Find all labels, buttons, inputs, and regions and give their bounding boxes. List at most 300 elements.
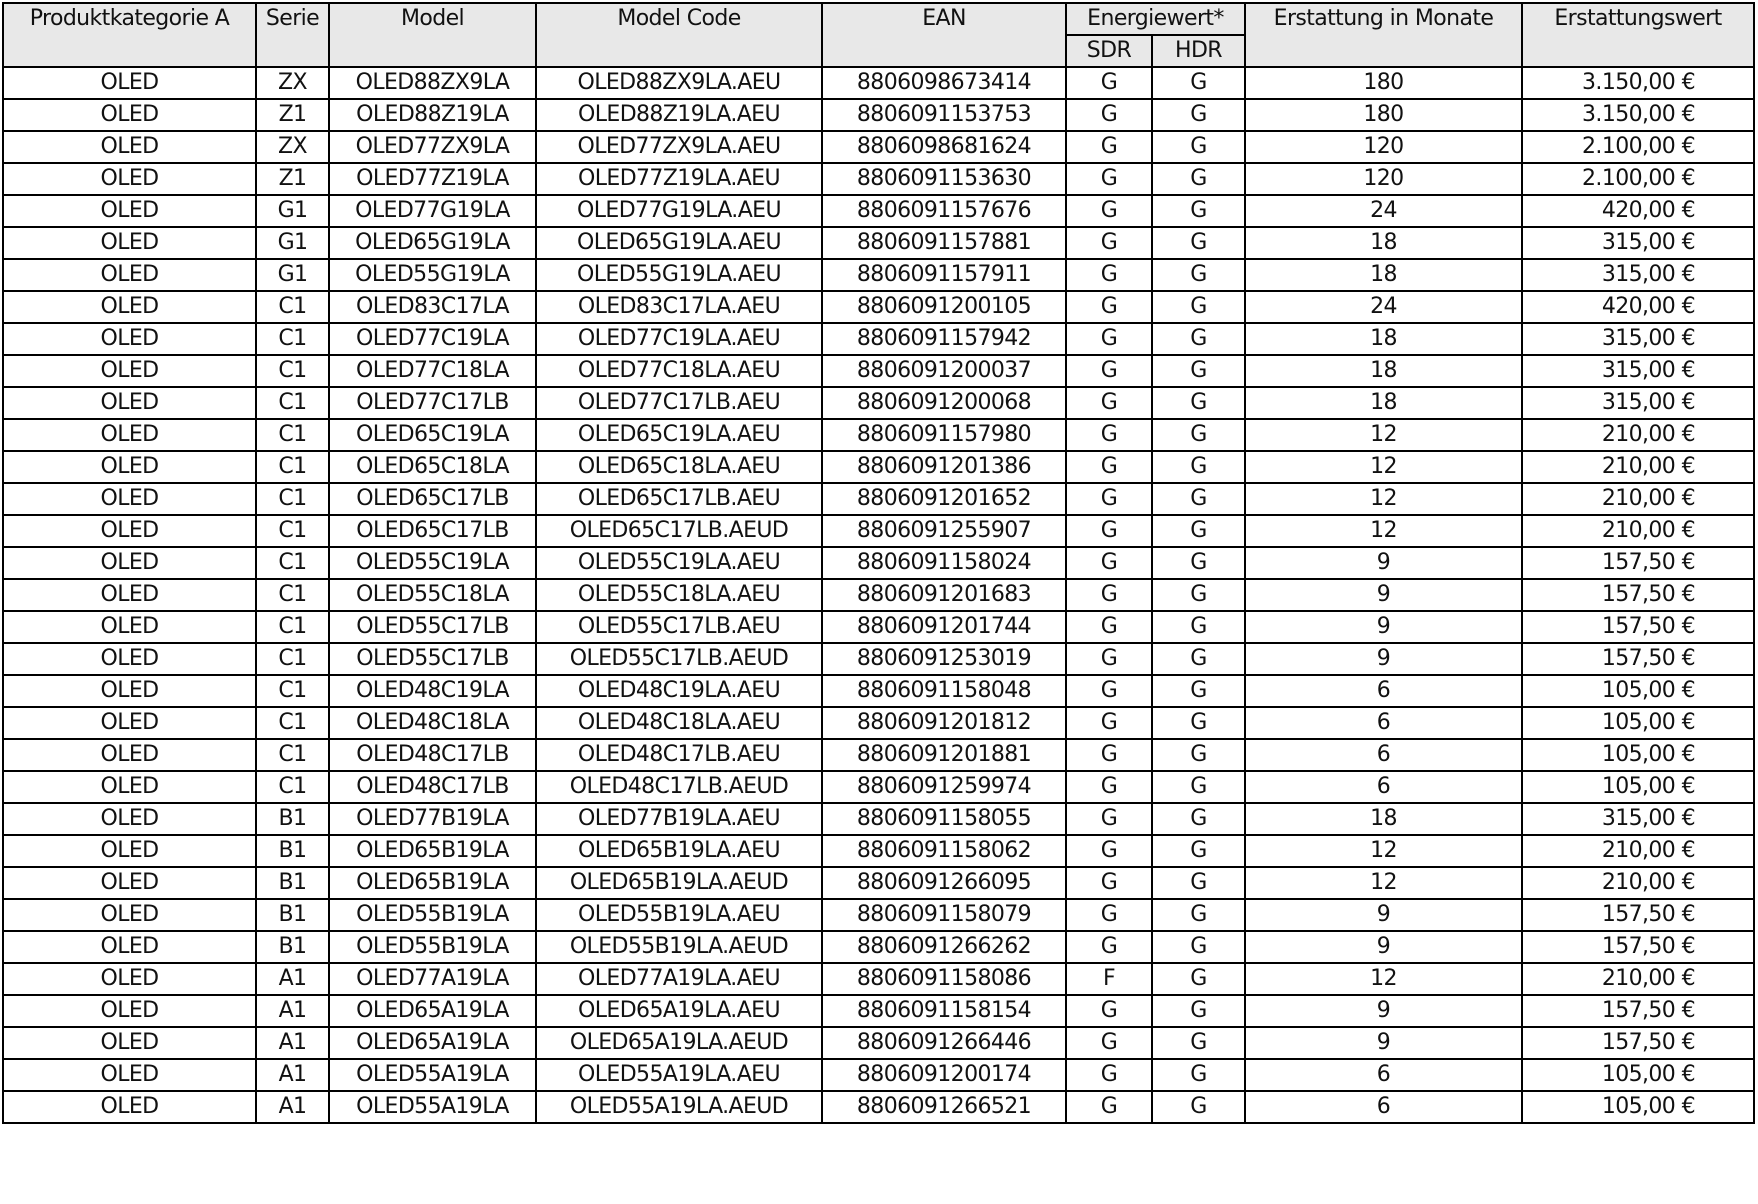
cell-sdr: G — [1066, 419, 1152, 451]
table-row — [3, 291, 1754, 323]
cell-months: 24 — [1245, 195, 1522, 227]
cell-ean: 8806091266262 — [822, 931, 1066, 963]
cell-ean: 8806091153753 — [822, 99, 1066, 131]
cell-model: OLED88ZX9LA — [329, 67, 536, 99]
header-category: Produktkategorie A — [3, 3, 256, 67]
cell-ean: 8806091157911 — [822, 259, 1066, 291]
cell-months: 12 — [1245, 835, 1522, 867]
cell-hdr: G — [1152, 99, 1245, 131]
cell-hdr: G — [1152, 995, 1245, 1027]
cell-value: 105,00 € — [1522, 771, 1754, 803]
cell-series: C1 — [256, 419, 329, 451]
cell-category: OLED — [3, 483, 256, 515]
cell-category: OLED — [3, 323, 256, 355]
cell-value: 157,50 € — [1522, 931, 1754, 963]
cell-series: Z1 — [256, 163, 329, 195]
cell-model: OLED55C17LB — [329, 611, 536, 643]
cell-hdr: G — [1152, 1027, 1245, 1059]
cell-model-code: OLED48C17LB.AEUD — [536, 771, 822, 803]
table-row — [3, 547, 1754, 579]
cell-ean: 8806091158086 — [822, 963, 1066, 995]
cell-months: 18 — [1245, 355, 1522, 387]
cell-model-code: OLED55C18LA.AEU — [536, 579, 822, 611]
table-row — [3, 259, 1754, 291]
cell-series: G1 — [256, 195, 329, 227]
table-row — [3, 643, 1754, 675]
cell-ean: 8806091157881 — [822, 227, 1066, 259]
cell-model: OLED55A19LA — [329, 1091, 536, 1123]
cell-model-code: OLED55B19LA.AEU — [536, 899, 822, 931]
cell-ean: 8806091158055 — [822, 803, 1066, 835]
table-header — [3, 3, 1754, 67]
cell-months: 18 — [1245, 323, 1522, 355]
cell-hdr: G — [1152, 611, 1245, 643]
cell-model-code: OLED65A19LA.AEU — [536, 995, 822, 1027]
table-row — [3, 835, 1754, 867]
header-months: Erstattung in Monate — [1245, 3, 1522, 67]
cell-model-code: OLED65A19LA.AEUD — [536, 1027, 822, 1059]
table-row — [3, 707, 1754, 739]
cell-hdr: G — [1152, 451, 1245, 483]
cell-category: OLED — [3, 291, 256, 323]
cell-sdr: G — [1066, 547, 1152, 579]
cell-value: 210,00 € — [1522, 835, 1754, 867]
cell-ean: 8806091259974 — [822, 771, 1066, 803]
cell-sdr: G — [1066, 163, 1152, 195]
cell-sdr: G — [1066, 1027, 1152, 1059]
cell-category: OLED — [3, 515, 256, 547]
cell-model-code: OLED65C19LA.AEU — [536, 419, 822, 451]
cell-series: ZX — [256, 131, 329, 163]
table-row — [3, 483, 1754, 515]
cell-months: 12 — [1245, 963, 1522, 995]
cell-series: C1 — [256, 643, 329, 675]
cell-model-code: OLED88Z19LA.AEU — [536, 99, 822, 131]
cell-model: OLED55C19LA — [329, 547, 536, 579]
cell-category: OLED — [3, 131, 256, 163]
cell-series: A1 — [256, 1059, 329, 1091]
cell-value: 3.150,00 € — [1522, 99, 1754, 131]
table-row — [3, 387, 1754, 419]
cell-value: 157,50 € — [1522, 579, 1754, 611]
cell-model: OLED77C18LA — [329, 355, 536, 387]
cell-months: 12 — [1245, 867, 1522, 899]
cell-category: OLED — [3, 195, 256, 227]
cell-model-code: OLED77C17LB.AEU — [536, 387, 822, 419]
cell-series: A1 — [256, 963, 329, 995]
cell-category: OLED — [3, 835, 256, 867]
cell-months: 9 — [1245, 547, 1522, 579]
cell-months: 9 — [1245, 579, 1522, 611]
header-value: Erstattungswert — [1522, 3, 1754, 67]
table-row — [3, 931, 1754, 963]
cell-sdr: G — [1066, 451, 1152, 483]
cell-series: C1 — [256, 291, 329, 323]
table-row — [3, 195, 1754, 227]
cell-series: ZX — [256, 67, 329, 99]
cell-category: OLED — [3, 1027, 256, 1059]
cell-sdr: G — [1066, 931, 1152, 963]
cell-model-code: OLED77B19LA.AEU — [536, 803, 822, 835]
cell-model-code: OLED55C19LA.AEU — [536, 547, 822, 579]
cell-category: OLED — [3, 611, 256, 643]
cell-category: OLED — [3, 931, 256, 963]
cell-months: 12 — [1245, 451, 1522, 483]
refund-table — [2, 2, 1755, 1124]
cell-category: OLED — [3, 451, 256, 483]
cell-sdr: G — [1066, 387, 1152, 419]
cell-category: OLED — [3, 675, 256, 707]
cell-ean: 8806091253019 — [822, 643, 1066, 675]
cell-months: 180 — [1245, 99, 1522, 131]
cell-series: C1 — [256, 483, 329, 515]
cell-sdr: G — [1066, 835, 1152, 867]
header-model-code: Model Code — [536, 3, 822, 67]
cell-hdr: G — [1152, 419, 1245, 451]
cell-sdr: G — [1066, 323, 1152, 355]
cell-model-code: OLED77A19LA.AEU — [536, 963, 822, 995]
cell-model: OLED55A19LA — [329, 1059, 536, 1091]
cell-months: 6 — [1245, 707, 1522, 739]
cell-months: 18 — [1245, 259, 1522, 291]
table-row — [3, 355, 1754, 387]
cell-model: OLED55B19LA — [329, 899, 536, 931]
cell-sdr: G — [1066, 899, 1152, 931]
cell-series: C1 — [256, 323, 329, 355]
cell-hdr: G — [1152, 259, 1245, 291]
cell-sdr: G — [1066, 867, 1152, 899]
cell-model: OLED48C17LB — [329, 739, 536, 771]
cell-model-code: OLED65C18LA.AEU — [536, 451, 822, 483]
cell-sdr: F — [1066, 963, 1152, 995]
cell-category: OLED — [3, 99, 256, 131]
cell-hdr: G — [1152, 131, 1245, 163]
cell-sdr: G — [1066, 515, 1152, 547]
cell-model-code: OLED55A19LA.AEU — [536, 1059, 822, 1091]
header-energy: Energiewert* — [1066, 3, 1245, 35]
cell-hdr: G — [1152, 771, 1245, 803]
cell-hdr: G — [1152, 323, 1245, 355]
cell-model-code: OLED65B19LA.AEU — [536, 835, 822, 867]
cell-hdr: G — [1152, 579, 1245, 611]
header-series: Serie — [256, 3, 329, 67]
table-row — [3, 227, 1754, 259]
cell-series: C1 — [256, 707, 329, 739]
table-row — [3, 131, 1754, 163]
cell-model: OLED65G19LA — [329, 227, 536, 259]
cell-months: 120 — [1245, 131, 1522, 163]
cell-ean: 8806091201744 — [822, 611, 1066, 643]
table-row — [3, 419, 1754, 451]
cell-model: OLED65C19LA — [329, 419, 536, 451]
cell-months: 180 — [1245, 67, 1522, 99]
cell-ean: 8806091266095 — [822, 867, 1066, 899]
cell-category: OLED — [3, 771, 256, 803]
cell-series: B1 — [256, 803, 329, 835]
cell-ean: 8806091158048 — [822, 675, 1066, 707]
cell-ean: 8806091255907 — [822, 515, 1066, 547]
cell-series: C1 — [256, 579, 329, 611]
cell-months: 12 — [1245, 483, 1522, 515]
cell-model-code: OLED55A19LA.AEUD — [536, 1091, 822, 1123]
cell-sdr: G — [1066, 355, 1152, 387]
cell-ean: 8806091157676 — [822, 195, 1066, 227]
table-row — [3, 99, 1754, 131]
cell-series: G1 — [256, 227, 329, 259]
cell-value: 315,00 € — [1522, 803, 1754, 835]
cell-model: OLED77B19LA — [329, 803, 536, 835]
cell-category: OLED — [3, 707, 256, 739]
table-body — [3, 67, 1754, 1123]
cell-series: C1 — [256, 739, 329, 771]
table-row — [3, 451, 1754, 483]
cell-value: 105,00 € — [1522, 675, 1754, 707]
cell-value: 157,50 € — [1522, 995, 1754, 1027]
cell-value: 210,00 € — [1522, 419, 1754, 451]
cell-series: C1 — [256, 611, 329, 643]
cell-model: OLED65C18LA — [329, 451, 536, 483]
cell-months: 9 — [1245, 931, 1522, 963]
cell-sdr: G — [1066, 579, 1152, 611]
cell-months: 9 — [1245, 899, 1522, 931]
cell-hdr: G — [1152, 643, 1245, 675]
cell-model: OLED65B19LA — [329, 835, 536, 867]
cell-model-code: OLED77C18LA.AEU — [536, 355, 822, 387]
cell-sdr: G — [1066, 259, 1152, 291]
cell-sdr: G — [1066, 643, 1152, 675]
cell-model: OLED77A19LA — [329, 963, 536, 995]
cell-model: OLED55C17LB — [329, 643, 536, 675]
cell-months: 6 — [1245, 739, 1522, 771]
cell-series: C1 — [256, 355, 329, 387]
cell-model: OLED65B19LA — [329, 867, 536, 899]
cell-ean: 8806091201683 — [822, 579, 1066, 611]
cell-category: OLED — [3, 867, 256, 899]
cell-category: OLED — [3, 739, 256, 771]
cell-model: OLED77C17LB — [329, 387, 536, 419]
cell-ean: 8806091158024 — [822, 547, 1066, 579]
cell-ean: 8806091266521 — [822, 1091, 1066, 1123]
cell-months: 9 — [1245, 643, 1522, 675]
cell-ean: 8806091200068 — [822, 387, 1066, 419]
cell-ean: 8806091158079 — [822, 899, 1066, 931]
cell-model: OLED55C18LA — [329, 579, 536, 611]
cell-model-code: OLED88ZX9LA.AEU — [536, 67, 822, 99]
cell-value: 210,00 € — [1522, 483, 1754, 515]
table-row — [3, 67, 1754, 99]
cell-series: B1 — [256, 835, 329, 867]
cell-value: 315,00 € — [1522, 387, 1754, 419]
cell-hdr: G — [1152, 963, 1245, 995]
cell-model: OLED65A19LA — [329, 1027, 536, 1059]
cell-model-code: OLED65G19LA.AEU — [536, 227, 822, 259]
cell-months: 9 — [1245, 995, 1522, 1027]
cell-model-code: OLED65B19LA.AEUD — [536, 867, 822, 899]
cell-model-code: OLED77C19LA.AEU — [536, 323, 822, 355]
cell-model-code: OLED55C17LB.AEU — [536, 611, 822, 643]
cell-ean: 8806091201881 — [822, 739, 1066, 771]
cell-ean: 8806091201652 — [822, 483, 1066, 515]
cell-series: A1 — [256, 1027, 329, 1059]
table-row — [3, 579, 1754, 611]
cell-hdr: G — [1152, 387, 1245, 419]
cell-ean: 8806098673414 — [822, 67, 1066, 99]
cell-category: OLED — [3, 355, 256, 387]
cell-model-code: OLED48C17LB.AEU — [536, 739, 822, 771]
cell-hdr: G — [1152, 675, 1245, 707]
cell-months: 6 — [1245, 771, 1522, 803]
cell-hdr: G — [1152, 803, 1245, 835]
cell-series: B1 — [256, 899, 329, 931]
table-row — [3, 963, 1754, 995]
cell-model: OLED48C17LB — [329, 771, 536, 803]
cell-sdr: G — [1066, 291, 1152, 323]
cell-sdr: G — [1066, 1091, 1152, 1123]
table-row — [3, 867, 1754, 899]
cell-model: OLED65C17LB — [329, 483, 536, 515]
cell-category: OLED — [3, 803, 256, 835]
cell-category: OLED — [3, 579, 256, 611]
cell-value: 157,50 € — [1522, 611, 1754, 643]
cell-months: 12 — [1245, 419, 1522, 451]
cell-value: 157,50 € — [1522, 643, 1754, 675]
cell-months: 6 — [1245, 1059, 1522, 1091]
cell-model: OLED65A19LA — [329, 995, 536, 1027]
cell-model: OLED48C18LA — [329, 707, 536, 739]
cell-model-code: OLED48C19LA.AEU — [536, 675, 822, 707]
cell-category: OLED — [3, 227, 256, 259]
cell-sdr: G — [1066, 195, 1152, 227]
cell-value: 210,00 € — [1522, 451, 1754, 483]
cell-value: 210,00 € — [1522, 867, 1754, 899]
cell-model: OLED77G19LA — [329, 195, 536, 227]
cell-hdr: G — [1152, 739, 1245, 771]
cell-hdr: G — [1152, 835, 1245, 867]
cell-months: 12 — [1245, 515, 1522, 547]
cell-category: OLED — [3, 1059, 256, 1091]
cell-value: 2.100,00 € — [1522, 131, 1754, 163]
table-row — [3, 675, 1754, 707]
cell-months: 6 — [1245, 675, 1522, 707]
cell-months: 18 — [1245, 227, 1522, 259]
cell-series: G1 — [256, 259, 329, 291]
cell-ean: 8806091201812 — [822, 707, 1066, 739]
cell-months: 18 — [1245, 387, 1522, 419]
cell-value: 105,00 € — [1522, 739, 1754, 771]
cell-category: OLED — [3, 995, 256, 1027]
cell-series: C1 — [256, 387, 329, 419]
cell-model: OLED48C19LA — [329, 675, 536, 707]
cell-series: B1 — [256, 867, 329, 899]
cell-category: OLED — [3, 963, 256, 995]
cell-sdr: G — [1066, 227, 1152, 259]
cell-sdr: G — [1066, 131, 1152, 163]
cell-sdr: G — [1066, 483, 1152, 515]
cell-months: 120 — [1245, 163, 1522, 195]
cell-model-code: OLED65C17LB.AEU — [536, 483, 822, 515]
cell-category: OLED — [3, 1091, 256, 1123]
cell-series: Z1 — [256, 99, 329, 131]
cell-model-code: OLED48C18LA.AEU — [536, 707, 822, 739]
cell-value: 157,50 € — [1522, 1027, 1754, 1059]
cell-ean: 8806091200174 — [822, 1059, 1066, 1091]
cell-series: A1 — [256, 995, 329, 1027]
cell-value: 420,00 € — [1522, 291, 1754, 323]
cell-sdr: G — [1066, 1059, 1152, 1091]
cell-hdr: G — [1152, 867, 1245, 899]
table-row — [3, 771, 1754, 803]
cell-sdr: G — [1066, 67, 1152, 99]
cell-series: B1 — [256, 931, 329, 963]
cell-ean: 8806091201386 — [822, 451, 1066, 483]
cell-sdr: G — [1066, 803, 1152, 835]
cell-model: OLED77ZX9LA — [329, 131, 536, 163]
table-row — [3, 1091, 1754, 1123]
cell-ean: 8806091158154 — [822, 995, 1066, 1027]
cell-value: 157,50 € — [1522, 547, 1754, 579]
cell-series: C1 — [256, 515, 329, 547]
cell-sdr: G — [1066, 611, 1152, 643]
table-row — [3, 995, 1754, 1027]
cell-value: 315,00 € — [1522, 355, 1754, 387]
cell-value: 420,00 € — [1522, 195, 1754, 227]
cell-ean: 8806091266446 — [822, 1027, 1066, 1059]
cell-series: C1 — [256, 771, 329, 803]
cell-hdr: G — [1152, 1059, 1245, 1091]
cell-value: 157,50 € — [1522, 899, 1754, 931]
cell-series: C1 — [256, 451, 329, 483]
cell-months: 24 — [1245, 291, 1522, 323]
cell-category: OLED — [3, 259, 256, 291]
cell-model-code: OLED77ZX9LA.AEU — [536, 131, 822, 163]
cell-category: OLED — [3, 387, 256, 419]
cell-category: OLED — [3, 643, 256, 675]
cell-hdr: G — [1152, 355, 1245, 387]
table-row — [3, 611, 1754, 643]
cell-sdr: G — [1066, 707, 1152, 739]
cell-hdr: G — [1152, 291, 1245, 323]
cell-ean: 8806091153630 — [822, 163, 1066, 195]
cell-ean: 8806091200105 — [822, 291, 1066, 323]
cell-ean: 8806091157980 — [822, 419, 1066, 451]
cell-ean: 8806098681624 — [822, 131, 1066, 163]
cell-value: 315,00 € — [1522, 227, 1754, 259]
cell-series: C1 — [256, 675, 329, 707]
cell-model-code: OLED65C17LB.AEUD — [536, 515, 822, 547]
cell-sdr: G — [1066, 771, 1152, 803]
cell-ean: 8806091157942 — [822, 323, 1066, 355]
cell-value: 315,00 € — [1522, 259, 1754, 291]
cell-hdr: G — [1152, 195, 1245, 227]
cell-ean: 8806091200037 — [822, 355, 1066, 387]
table-row — [3, 899, 1754, 931]
header-model: Model — [329, 3, 536, 67]
cell-value: 210,00 € — [1522, 515, 1754, 547]
table-row — [3, 803, 1754, 835]
cell-model: OLED88Z19LA — [329, 99, 536, 131]
cell-value: 105,00 € — [1522, 1059, 1754, 1091]
cell-sdr: G — [1066, 739, 1152, 771]
header-sdr: SDR — [1066, 35, 1152, 67]
table-row — [3, 1027, 1754, 1059]
cell-value: 315,00 € — [1522, 323, 1754, 355]
cell-value: 105,00 € — [1522, 1091, 1754, 1123]
cell-months: 6 — [1245, 1091, 1522, 1123]
cell-sdr: G — [1066, 675, 1152, 707]
table-row — [3, 1059, 1754, 1091]
cell-hdr: G — [1152, 227, 1245, 259]
cell-model: OLED55G19LA — [329, 259, 536, 291]
